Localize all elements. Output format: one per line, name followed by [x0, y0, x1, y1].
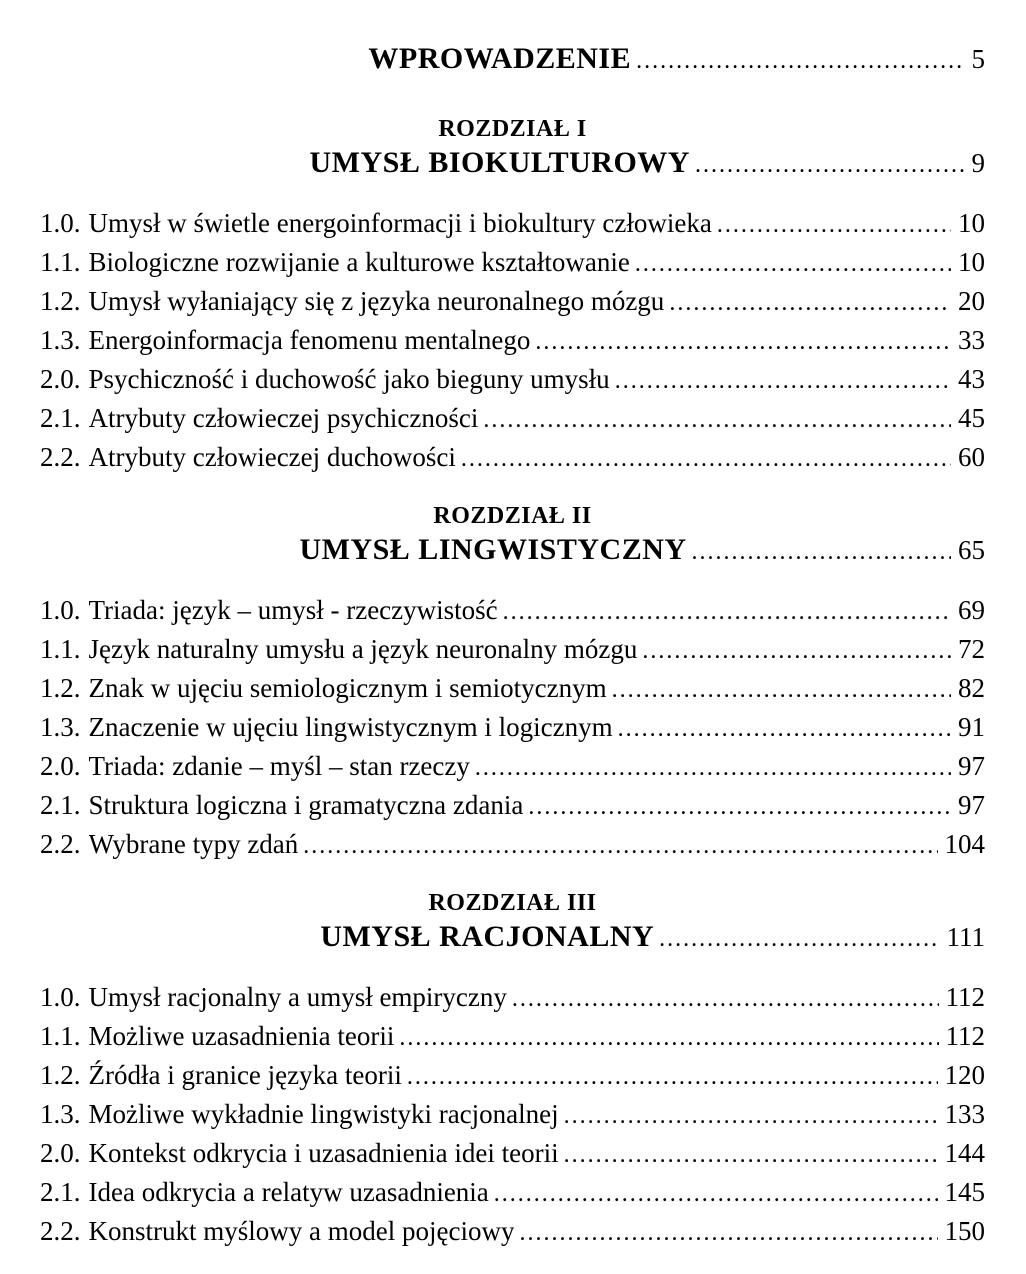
dot-leader	[475, 748, 951, 787]
item-number: 1.1.	[40, 634, 81, 664]
chapter-items	[40, 205, 985, 478]
item-label: Możliwe wykładnie lingwistyki racjonalnej	[88, 1099, 559, 1129]
item-page-number: 20	[958, 286, 985, 316]
toc-item	[40, 826, 985, 865]
dot-leader	[695, 144, 965, 184]
toc-item	[40, 979, 985, 1018]
item-page-number: 69	[958, 595, 985, 625]
toc-item	[40, 1174, 985, 1213]
dot-leader	[494, 1174, 938, 1213]
item-page-number: 10	[958, 208, 985, 238]
chapter-title: UMYSŁ RACJONALNY	[320, 920, 655, 953]
item-label: Triada: język – umysł - rzeczywistość	[88, 595, 498, 625]
chapter-title: UMYSŁ LINGWISTYCZNY	[299, 533, 687, 566]
item-label: Język naturalny umysłu a język neuronalny mózgu	[88, 634, 638, 664]
toc-item	[40, 283, 985, 322]
toc-item	[40, 361, 985, 400]
item-label: Znaczenie w ujęciu lingwistycznym i logicznym	[88, 712, 613, 742]
item-label: Atrybuty człowieczej psychiczności	[88, 403, 479, 433]
item-page-number: 60	[958, 442, 985, 472]
item-page-number: 112	[945, 982, 985, 1012]
dot-leader	[618, 709, 951, 748]
chapter-items	[40, 592, 985, 865]
item-page-number: 150	[944, 1216, 985, 1246]
item-label: Umysł racjonalny a umysł empiryczny	[88, 982, 507, 1012]
toc-item	[40, 1213, 985, 1252]
item-number: 2.1.	[40, 403, 81, 433]
item-label: Struktura logiczna i gramatyczna zdania	[88, 790, 524, 820]
item-label: Energoinformacja fenomenu mentalnego	[88, 325, 531, 355]
item-label: Triada: zdanie – myśl – stan rzeczy	[88, 751, 470, 781]
toc-item	[40, 1096, 985, 1135]
item-page-number: 91	[958, 712, 985, 742]
item-page-number: 144	[944, 1138, 985, 1168]
item-number: 1.1.	[40, 247, 81, 277]
dot-leader	[512, 979, 939, 1018]
dot-leader	[692, 531, 951, 571]
dot-leader	[519, 1213, 937, 1252]
item-page-number: 82	[958, 673, 985, 703]
toc-item	[40, 322, 985, 361]
item-number: 1.0.	[40, 208, 81, 238]
toc-item	[40, 670, 985, 709]
chapter-title-row	[40, 531, 985, 571]
item-page-number: 133	[944, 1099, 985, 1129]
toc-entry-intro	[40, 42, 985, 78]
item-number: 2.2.	[40, 829, 81, 859]
toc-item	[40, 400, 985, 439]
chapter-page-number: 111	[946, 922, 985, 952]
item-label: Konstrukt myślowy a model pojęciowy	[88, 1216, 515, 1246]
item-number: 2.0.	[40, 1138, 81, 1168]
dot-leader	[612, 670, 951, 709]
item-number: 2.1.	[40, 790, 81, 820]
toc-item	[40, 748, 985, 787]
item-label: Atrybuty człowieczej duchowości	[88, 442, 456, 472]
toc-chapter	[40, 114, 985, 478]
item-label: Wybrane typy zdań	[88, 829, 299, 859]
item-number: 1.2.	[40, 286, 81, 316]
item-number: 2.0.	[40, 364, 81, 394]
toc-item	[40, 205, 985, 244]
toc-item	[40, 709, 985, 748]
item-label: Umysł wyłaniający się z języka neuronalnego mózgu	[88, 286, 665, 316]
dot-leader	[528, 787, 951, 826]
item-page-number: 104	[944, 829, 985, 859]
item-label: Biologiczne rozwijanie a kulturowe kształtowanie	[88, 247, 630, 277]
item-number: 1.3.	[40, 1099, 81, 1129]
toc-item	[40, 1018, 985, 1057]
chapter-page-number: 65	[958, 535, 986, 565]
toc-item	[40, 1057, 985, 1096]
dot-leader	[659, 918, 939, 958]
chapter-title: UMYSŁ BIOKULTUROWY	[309, 146, 690, 179]
item-page-number: 120	[944, 1060, 985, 1090]
dot-leader	[535, 322, 951, 361]
item-label: Umysł w świetle energoinformacji i biokultury człowieka	[88, 208, 712, 238]
item-number: 1.2.	[40, 1060, 81, 1090]
item-number: 1.2.	[40, 673, 81, 703]
dot-leader	[503, 592, 951, 631]
chapter-title-row	[40, 918, 985, 958]
item-page-number: 10	[958, 247, 985, 277]
item-number: 1.3.	[40, 712, 81, 742]
toc-item	[40, 631, 985, 670]
item-label: Kontekst odkrycia i uzasadnienia idei teorii	[88, 1138, 559, 1168]
dot-leader	[615, 361, 951, 400]
item-page-number: 97	[958, 790, 985, 820]
item-number: 2.2.	[40, 1216, 81, 1246]
toc-item	[40, 1135, 985, 1174]
item-label: Psychiczność i duchowość jako bieguny umysłu	[88, 364, 610, 394]
item-label: Znak w ujęciu semiologicznym i semiotycznym	[88, 673, 607, 703]
dot-leader	[303, 826, 937, 865]
dot-leader	[669, 283, 951, 322]
item-page-number: 145	[944, 1177, 985, 1207]
item-label: Idea odkrycia a relatyw uzasadnienia	[88, 1177, 489, 1207]
dot-leader	[642, 631, 951, 670]
chapter-label: ROZDZIAŁ III	[428, 890, 597, 916]
dot-leader	[564, 1135, 938, 1174]
item-label: Możliwe uzasadnienia teorii	[88, 1021, 395, 1051]
dot-leader	[407, 1057, 938, 1096]
dot-leader	[635, 244, 951, 283]
item-page-number: 112	[945, 1021, 985, 1051]
toc-chapter	[40, 501, 985, 865]
chapter-title-row	[40, 144, 985, 184]
toc-item	[40, 244, 985, 283]
item-page-number: 43	[958, 364, 985, 394]
item-number: 1.0.	[40, 982, 81, 1012]
chapter-label: ROZDZIAŁ I	[438, 116, 587, 142]
toc-chapters	[40, 114, 985, 1252]
toc-chapter	[40, 888, 985, 1252]
item-number: 1.0.	[40, 595, 81, 625]
toc-item	[40, 592, 985, 631]
item-number: 1.3.	[40, 325, 81, 355]
item-number: 2.2.	[40, 442, 81, 472]
dot-leader	[399, 1018, 938, 1057]
chapter-label: ROZDZIAŁ II	[433, 503, 592, 529]
item-number: 1.1.	[40, 1021, 81, 1051]
item-number: 2.0.	[40, 751, 81, 781]
intro-page-number: 5	[971, 44, 986, 74]
item-label: Źródła i granice języka teorii	[88, 1060, 402, 1090]
dot-leader	[564, 1096, 938, 1135]
dot-leader	[461, 439, 951, 478]
item-page-number: 33	[958, 325, 985, 355]
dot-leader	[717, 205, 951, 244]
toc-item	[40, 787, 985, 826]
item-number: 2.1.	[40, 1177, 81, 1207]
chapter-page-number: 9	[971, 148, 985, 178]
item-page-number: 72	[958, 634, 985, 664]
toc-item	[40, 439, 985, 478]
item-page-number: 97	[958, 751, 985, 781]
dot-leader	[636, 42, 964, 78]
intro-title: WPROWADZENIE	[368, 42, 632, 75]
dot-leader	[483, 400, 951, 439]
item-page-number: 45	[958, 403, 985, 433]
chapter-items	[40, 979, 985, 1252]
